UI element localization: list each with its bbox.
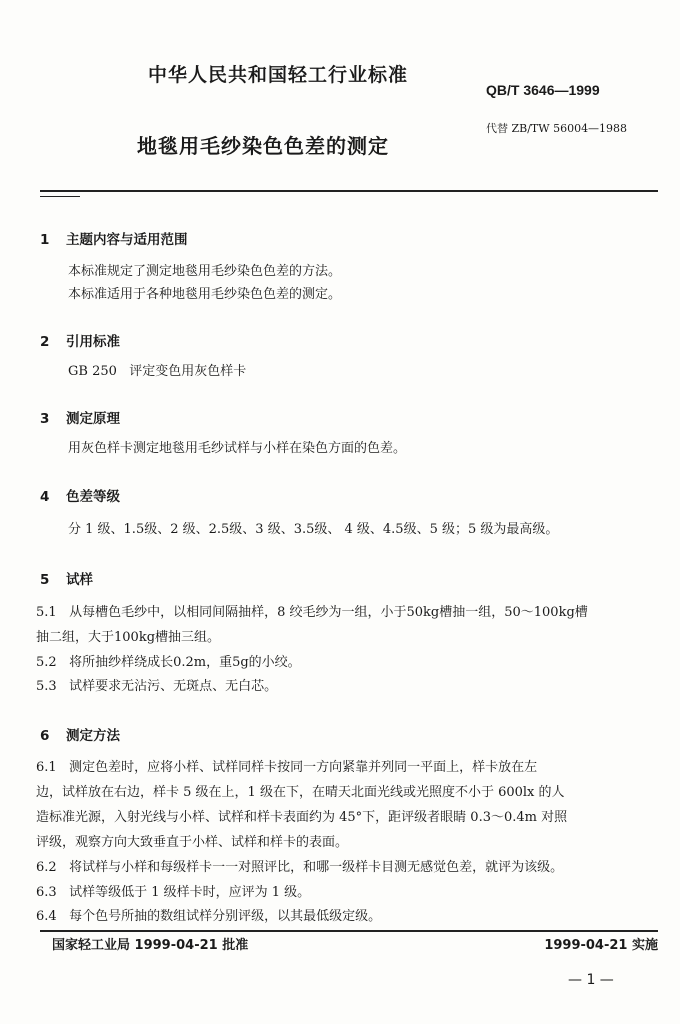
footer-divider [40, 930, 658, 932]
section-title: 试样 [66, 572, 93, 588]
clause-6-1-cont: 造标准光源，入射光线与小样、试样和样卡表面约为 45°下，距评级者眼睛 0.3～0.4m 对照 [36, 810, 568, 825]
section-heading-3 [40, 407, 120, 427]
implementation-date: 1999-04-21 实施 [544, 938, 658, 953]
section-title: 引用标准 [66, 334, 120, 350]
standard-code: QB/T 3646—1999 [486, 82, 600, 98]
document-title: 地毯用毛纱染色色差的测定 [137, 134, 389, 158]
header-divider [40, 190, 658, 192]
section-number: 3 [40, 411, 50, 427]
section-heading-2 [40, 330, 120, 350]
section-title: 测定方法 [66, 728, 120, 744]
page-number: — 1 — [568, 972, 614, 988]
section-title: 测定原理 [66, 411, 120, 427]
clause-5-2: 5.2 将所抽纱样绕成长0.2m，重5g的小绞。 [36, 655, 301, 670]
section-number: 4 [40, 489, 50, 505]
clause-6-3: 6.3 试样等级低于 1 级样卡时，应评为 1 级。 [36, 885, 311, 900]
clause-6-1: 6.1 测定色差时，应将小样、试样同样卡按同一方向紧靠并列同一平面上，样卡放在左 [36, 760, 538, 775]
paragraph: 用灰色样卡测定地毯用毛纱试样与小样在染色方面的色差。 [68, 441, 407, 456]
clause-5-3: 5.3 试样要求无沾污、无斑点、无白芯。 [36, 679, 278, 694]
section-number: 5 [40, 572, 50, 588]
paragraph: 本标准规定了测定地毯用毛纱染色色差的方法。 [68, 264, 342, 279]
section-heading-5 [40, 568, 93, 588]
section-heading-4 [40, 485, 120, 505]
issuing-organization: 中华人民共和国轻工行业标准 [148, 64, 409, 86]
paragraph: 分 1 级、1.5级、2 级、2.5级、3 级、3.5级、 4 级、4.5级、5 级；5 级为最高级。 [68, 522, 559, 537]
paragraph: 本标准适用于各种地毯用毛纱染色色差的测定。 [68, 287, 342, 302]
clause-5-1: 5.1 从每槽色毛纱中，以相同间隔抽样，8 绞毛纱为一组，小于50kg槽抽一组，50～100kg槽 [36, 605, 588, 620]
replaces-standard: 代替 ZB/TW 56004—1988 [486, 122, 628, 135]
section-number: 1 [40, 232, 50, 248]
clause-6-2: 6.2 将试样与小样和每级样卡一一对照评比，和哪一级样卡目测无感觉色差，就评为该级。 [36, 860, 564, 875]
section-heading-6 [40, 724, 120, 744]
clause-6-1-cont: 边，试样放在右边，样卡 5 级在上，1 级在下，在晴天北面光线或光照度不小于 600lx 的人 [36, 785, 565, 800]
section-title: 主题内容与适用范围 [66, 232, 188, 248]
referenced-standard: GB 250 评定变色用灰色样卡 [68, 364, 247, 379]
approval-statement: 国家轻工业局 1999-04-21 批准 [52, 938, 249, 953]
section-number: 2 [40, 334, 50, 350]
section-title: 色差等级 [66, 489, 120, 505]
section-heading-1 [40, 228, 188, 248]
header-divider-short [40, 196, 80, 197]
clause-6-4: 6.4 每个色号所抽的数组试样分别评级，以其最低级定级。 [36, 909, 382, 924]
clause-6-1-cont: 评级，观察方向大致垂直于小样、试样和样卡的表面。 [36, 835, 349, 850]
section-number: 6 [40, 728, 50, 744]
clause-5-1-cont: 抽二组，大于100kg槽抽三组。 [36, 630, 221, 645]
